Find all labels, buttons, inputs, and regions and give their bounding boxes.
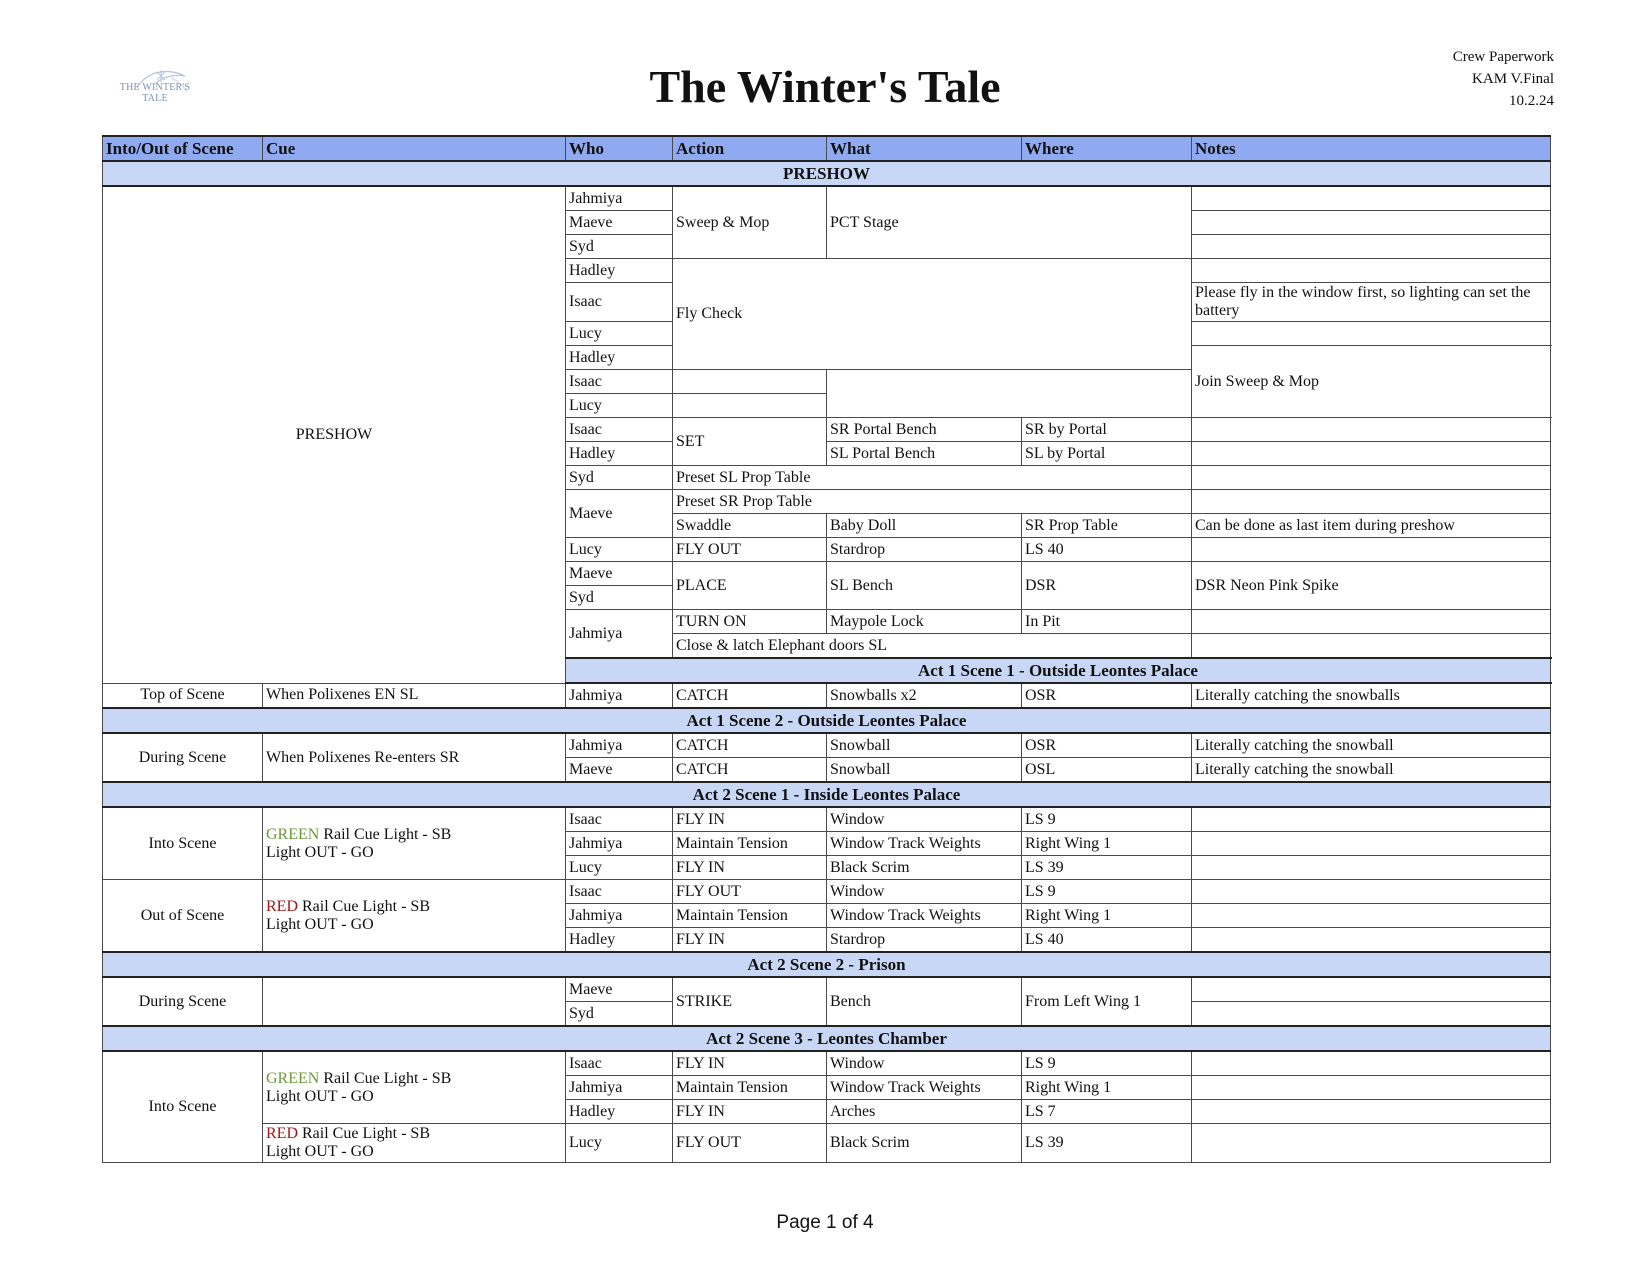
cue-text: Rail Cue Light - SB — [319, 1069, 452, 1087]
col-into-out: Into/Out of Scene — [103, 136, 263, 161]
cue-text-line2: Light OUT - GO — [266, 915, 374, 933]
notes-cell: Literally catching the snowball — [1192, 758, 1551, 783]
what-cell: Window Track Weights — [827, 1076, 1022, 1100]
cue-cell: When Polixenes EN SL — [263, 683, 566, 708]
notes-cell — [1192, 1100, 1551, 1124]
cue-text-line2: Light OUT - GO — [266, 1143, 374, 1160]
where-cell: LS 39 — [1022, 1124, 1192, 1163]
action-cell: FLY IN — [673, 928, 827, 953]
action-cell: FLY IN — [673, 1100, 827, 1124]
col-notes: Notes — [1192, 136, 1551, 161]
who-cell: Lucy — [566, 1124, 673, 1163]
who-cell: Maeve — [566, 211, 673, 235]
what-cell: Window — [827, 880, 1022, 904]
who-cell: Maeve — [566, 977, 673, 1002]
notes-cell — [1192, 832, 1551, 856]
what-cell: SL Bench — [827, 562, 1022, 610]
cue-cell — [263, 1124, 566, 1163]
where-cell: OSR — [1022, 683, 1192, 708]
where-cell: Right Wing 1 — [1022, 904, 1192, 928]
col-who: Who — [566, 136, 673, 161]
notes-cell — [1192, 466, 1551, 490]
cue-color-green: GREEN — [266, 825, 320, 843]
where-cell: OSR — [1022, 733, 1192, 758]
who-cell: Syd — [566, 235, 673, 259]
notes-cell — [673, 394, 827, 418]
section-header — [103, 952, 1551, 977]
who-cell: Hadley — [566, 1100, 673, 1124]
page-title: The Winter's Tale — [649, 61, 1001, 112]
action-cell: PLACE — [673, 562, 827, 610]
table-row — [103, 186, 1551, 211]
action-cell: Preset SR Prop Table — [673, 490, 1192, 514]
where-cell: Right Wing 1 — [1022, 832, 1192, 856]
cue-cell — [263, 880, 566, 953]
what-cell: Snowballs x2 — [827, 683, 1022, 708]
where-cell: From Left Wing 1 — [1022, 977, 1192, 1026]
who-cell: Hadley — [566, 442, 673, 466]
notes-cell — [1192, 977, 1551, 1002]
notes-cell: DSR Neon Pink Spike — [1192, 562, 1551, 610]
section-title: Act 2 Scene 2 - Prison — [103, 952, 1551, 977]
what-cell: SR Portal Bench — [827, 418, 1022, 442]
what-cell: Window — [827, 807, 1022, 832]
what-cell: Window Track Weights — [827, 832, 1022, 856]
where-cell: In Pit — [1022, 610, 1192, 634]
notes-cell — [1192, 211, 1551, 235]
notes-cell — [1192, 928, 1551, 953]
table-row — [103, 683, 1551, 708]
action-cell: Maintain Tension — [673, 904, 827, 928]
notes-cell — [1192, 490, 1551, 514]
action-cell: Swaddle — [673, 514, 827, 538]
where-cell: OSL — [1022, 758, 1192, 783]
action-cell: Join Sweep & Mop — [1192, 346, 1551, 418]
who-cell: Jahmiya — [566, 733, 673, 758]
who-cell: Lucy — [566, 538, 673, 562]
who-cell: Lucy — [566, 394, 673, 418]
notes-cell — [1192, 259, 1551, 283]
section-title: Act 2 Scene 3 - Leontes Chamber — [103, 1026, 1551, 1051]
who-cell: Isaac — [566, 370, 673, 394]
what-cell: Baby Doll — [827, 514, 1022, 538]
table-row — [103, 1051, 1551, 1076]
what-cell: Window — [827, 1051, 1022, 1076]
what-cell: Window Track Weights — [827, 904, 1022, 928]
where-cell: LS 40 — [1022, 928, 1192, 953]
notes-cell — [1192, 807, 1551, 832]
who-cell: Hadley — [566, 259, 673, 283]
cue-color-red: RED — [266, 1125, 298, 1142]
action-cell: CATCH — [673, 733, 827, 758]
what-cell: Bench — [827, 977, 1022, 1026]
who-cell: Jahmiya — [566, 186, 673, 211]
where-cell: LS 9 — [1022, 1051, 1192, 1076]
notes-cell: Please fly in the window first, so lighting can set the battery — [1192, 283, 1551, 322]
notes-cell: Literally catching the snowballs — [1192, 683, 1551, 708]
col-action: Action — [673, 136, 827, 161]
who-cell: Syd — [566, 586, 673, 610]
section-title: Act 1 Scene 1 - Outside Leontes Palace — [566, 658, 1551, 683]
where-cell: SR Prop Table — [1022, 514, 1192, 538]
notes-cell — [673, 370, 827, 394]
who-cell: Maeve — [566, 562, 673, 586]
table-row — [103, 977, 1551, 1002]
action-cell: Sweep & Mop — [673, 186, 827, 259]
action-cell: TURN ON — [673, 610, 827, 634]
notes-cell: Can be done as last item during preshow — [1192, 514, 1551, 538]
who-cell: Jahmiya — [566, 683, 673, 708]
notes-cell — [1192, 904, 1551, 928]
action-cell: Fly Check — [673, 259, 1192, 370]
cue-color-green: GREEN — [266, 1069, 320, 1087]
what-cell: Maypole Lock — [827, 610, 1022, 634]
into-out-cell: During Scene — [103, 733, 263, 782]
table-row — [103, 733, 1551, 758]
notes-cell — [1192, 322, 1551, 346]
crew-paperwork-table — [102, 135, 1551, 1163]
what-cell: Black Scrim — [827, 1124, 1022, 1163]
action-cell: FLY IN — [673, 856, 827, 880]
who-cell: Jahmiya — [566, 610, 673, 659]
what-cell: Arches — [827, 1100, 1022, 1124]
notes-cell — [1192, 880, 1551, 904]
action-cell: FLY IN — [673, 807, 827, 832]
what-cell: PCT Stage — [827, 186, 1192, 259]
action-cell: FLY IN — [673, 1051, 827, 1076]
doc-version: KAM V.Final — [1472, 71, 1554, 87]
what-cell: Stardrop — [827, 928, 1022, 953]
section-title: PRESHOW — [103, 161, 1551, 186]
section-header — [103, 161, 1551, 186]
cue-text: Rail Cue Light - SB — [298, 897, 430, 915]
notes-cell — [1192, 186, 1551, 211]
doc-date: 10.2.24 — [1509, 93, 1554, 109]
who-cell: Isaac — [566, 1051, 673, 1076]
table-row — [103, 807, 1551, 832]
section-header — [103, 782, 1551, 807]
section-header — [103, 1026, 1551, 1051]
document-info — [1453, 46, 1554, 112]
who-cell: Syd — [566, 466, 673, 490]
cue-color-red: RED — [266, 897, 298, 915]
notes-cell: Literally catching the snowball — [1192, 733, 1551, 758]
notes-cell — [1192, 1076, 1551, 1100]
page-number: Page 1 of 4 — [776, 1212, 874, 1233]
action-cell: CATCH — [673, 758, 827, 783]
where-cell: DSR — [1022, 562, 1192, 610]
cue-cell — [263, 807, 566, 880]
into-out-cell: Into Scene — [103, 1051, 263, 1163]
where-cell: Right Wing 1 — [1022, 1076, 1192, 1100]
who-cell: Maeve — [566, 758, 673, 783]
who-cell: Hadley — [566, 346, 673, 370]
who-cell: Lucy — [566, 856, 673, 880]
what-cell: Snowball — [827, 733, 1022, 758]
what-cell: Stardrop — [827, 538, 1022, 562]
column-header-row — [103, 136, 1551, 161]
notes-cell — [1192, 856, 1551, 880]
who-cell: Jahmiya — [566, 904, 673, 928]
cue-cell — [263, 977, 566, 1026]
notes-cell — [1192, 442, 1551, 466]
who-cell: Isaac — [566, 418, 673, 442]
cue-cell — [263, 1051, 566, 1124]
what-cell: SL Portal Bench — [827, 442, 1022, 466]
action-cell: FLY OUT — [673, 880, 827, 904]
who-cell: Jahmiya — [566, 832, 673, 856]
into-out-cell: Into Scene — [103, 807, 263, 880]
preshow-label: PRESHOW — [103, 186, 566, 683]
doc-type: Crew Paperwork — [1452, 49, 1554, 65]
action-cell: STRIKE — [673, 977, 827, 1026]
notes-cell — [1192, 1002, 1551, 1027]
action-cell: Close & latch Elephant doors SL — [673, 634, 1192, 659]
section-title: Act 1 Scene 2 - Outside Leontes Palace — [103, 708, 1551, 733]
action-cell: Maintain Tension — [673, 1076, 827, 1100]
section-header — [103, 708, 1551, 733]
col-where: Where — [1022, 136, 1192, 161]
action-cell: Maintain Tension — [673, 832, 827, 856]
who-cell: Syd — [566, 1002, 673, 1027]
notes-cell — [1192, 610, 1551, 634]
col-what: What — [827, 136, 1022, 161]
into-out-cell: Top of Scene — [103, 683, 263, 708]
action-cell: FLY OUT — [673, 1124, 827, 1163]
what-cell: Snowball — [827, 758, 1022, 783]
who-cell: Isaac — [566, 880, 673, 904]
action-cell: FLY OUT — [673, 538, 827, 562]
notes-cell — [1192, 418, 1551, 442]
who-cell: Jahmiya — [566, 1076, 673, 1100]
where-cell: LS 9 — [1022, 880, 1192, 904]
notes-cell — [1192, 235, 1551, 259]
where-cell: SL by Portal — [1022, 442, 1192, 466]
logo-text: THE WINTER'S TALE — [119, 82, 191, 104]
col-cue: Cue — [263, 136, 566, 161]
cue-cell: When Polixenes Re-enters SR — [263, 733, 566, 782]
action-cell: SET — [673, 418, 827, 466]
who-cell: Hadley — [566, 928, 673, 953]
what-cell: Black Scrim — [827, 856, 1022, 880]
cue-text: Rail Cue Light - SB — [319, 825, 452, 843]
cue-text-line2: Light OUT - GO — [266, 843, 374, 861]
action-cell: Preset SL Prop Table — [673, 466, 1192, 490]
where-cell: SR by Portal — [1022, 418, 1192, 442]
notes-cell — [1192, 1124, 1551, 1163]
table-row — [103, 1124, 1551, 1163]
cue-text-line2: Light OUT - GO — [266, 1087, 374, 1105]
table-row — [103, 880, 1551, 904]
who-cell: Lucy — [566, 322, 673, 346]
cue-text: Rail Cue Light - SB — [298, 1125, 430, 1142]
action-cell: CATCH — [673, 683, 827, 708]
who-cell: Maeve — [566, 490, 673, 538]
notes-cell — [1192, 1051, 1551, 1076]
where-cell: LS 7 — [1022, 1100, 1192, 1124]
notes-cell — [1192, 538, 1551, 562]
section-title: Act 2 Scene 1 - Inside Leontes Palace — [103, 782, 1551, 807]
into-out-cell: Out of Scene — [103, 880, 263, 953]
notes-cell — [1192, 634, 1551, 659]
where-cell: LS 39 — [1022, 856, 1192, 880]
who-cell: Isaac — [566, 283, 673, 322]
where-cell: LS 40 — [1022, 538, 1192, 562]
who-cell: Isaac — [566, 807, 673, 832]
into-out-cell: During Scene — [103, 977, 263, 1026]
where-cell: LS 9 — [1022, 807, 1192, 832]
